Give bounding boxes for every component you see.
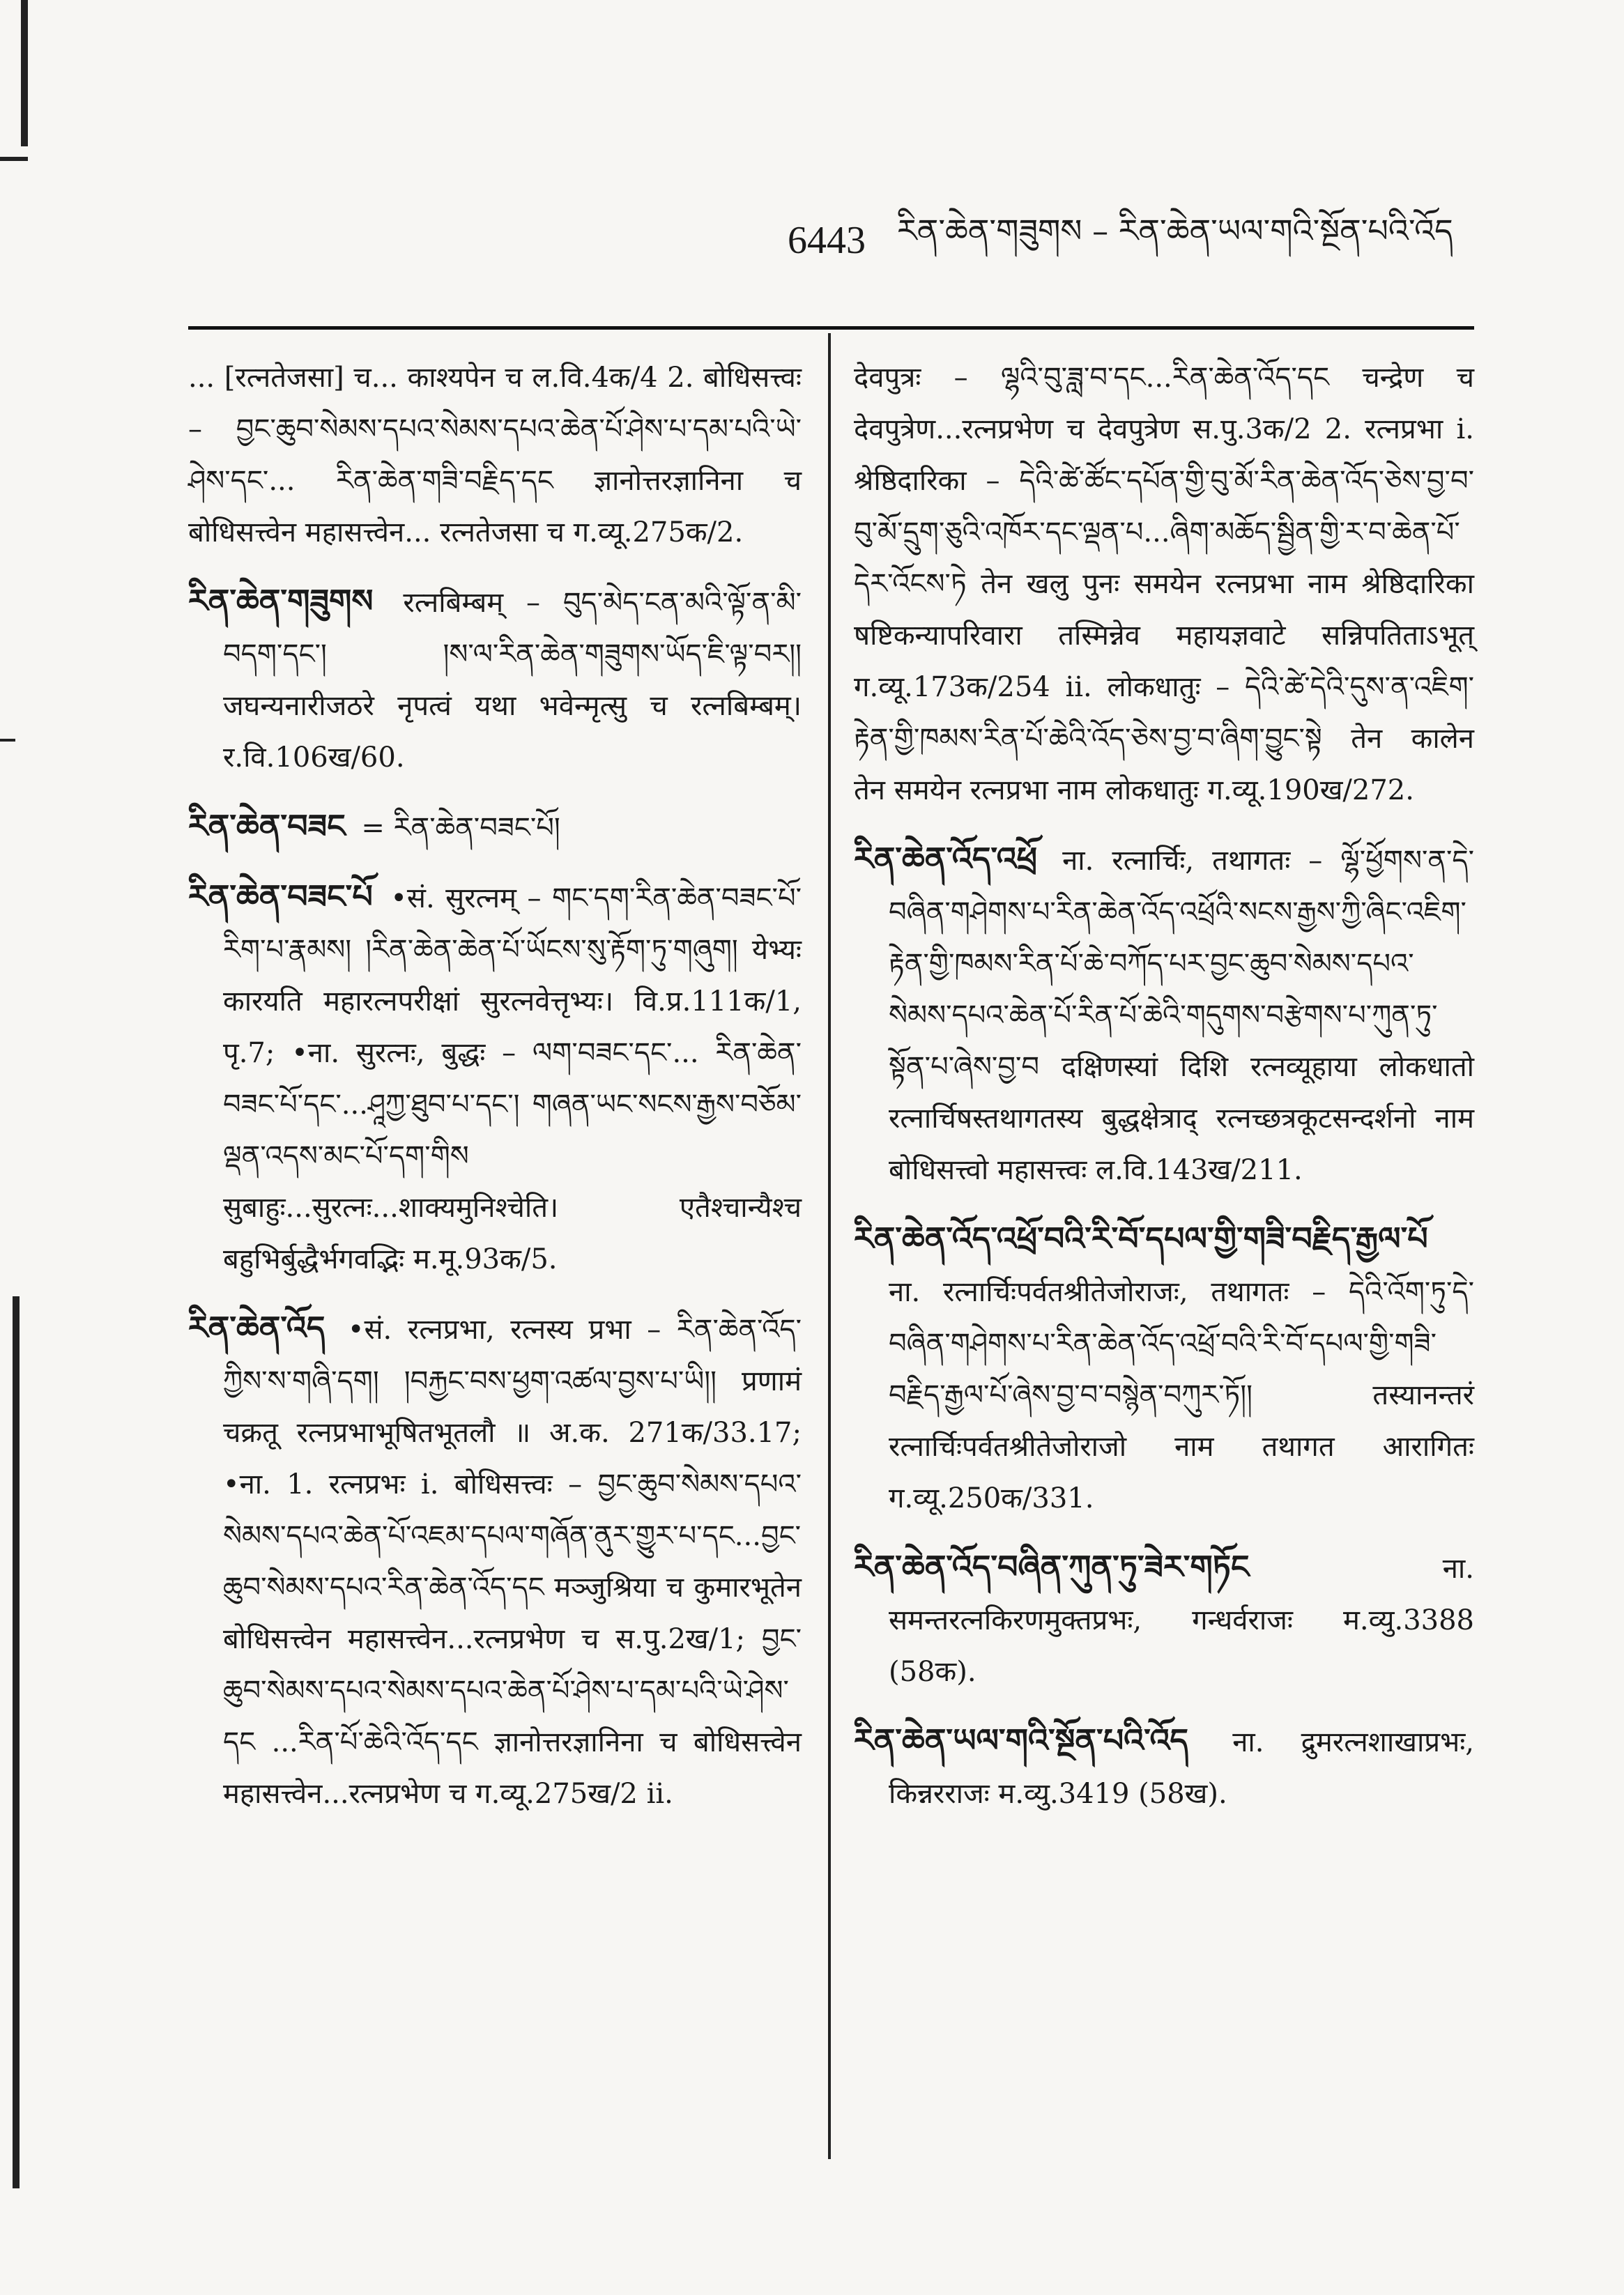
page-number: 6443 (788, 219, 866, 262)
entry-text: •सं. सुरत्नम् – གང་དག་རིན་ཆེན་བཟང་པོ་རིག་པ་རྣམས། །རིན་ཆེན་ཆེན་པོ་ཡོངས་སུ་རྟོག་ཏུ་གཞུག། येभ्यः कारयति महारत्नपरीक्षां सुरत्नवेत्तृभ्यः। वि.प्र.111क/1, पृ.7; •ना. सुरत्नः, बुद्धः – ལག་བཟང་དང་... རིན་ཆེན་བཟང་པོ་དང་...ཤཱཀྱ་ཐུབ་པ་དང་། གཞན་ཡང་སངས་རྒྱས་བཅོམ་ལྡན་འདས་མང་པོ་དག་གིས सुबाहुः...सुरत्नः...शाक्यमुनिश्चेति। एतैश्चान्यैश्च बहुभिर्बुद्धैर्भगवद्भिः म.मू.93क/5. (223, 882, 802, 1275)
entry-headword: རིན་ཆེན་འོད་བཞིན་ཀུན་ཏུ་ཟེར་གཏོང (854, 1548, 1250, 1586)
left-column (188, 352, 802, 1836)
running-head: རིན་ཆེན་གཟུགས – རིན་ཆེན་ཡལ་གའི་སྔོན་པའི་འོད (897, 211, 1453, 250)
scan-edge-mark (21, 0, 28, 146)
entry-text: ना. द्रुमरत्नशाखाप्रभः, किन्नरराजः म.व्यु.3419 (58ख). (889, 1726, 1474, 1810)
header-rule (188, 326, 1474, 330)
entry-text: ... [रत्नतेजसा] च... काश्यपेन च ल.वि.4क/4 2. बोधिसत्त्वः – བྱང་ཆུབ་སེམས་དཔའ་སེམས་དཔའ་ཆེན་པོ་ཤེས་པ་དམ་པའི་ཡེ་ཤེས་དང་... རིན་ཆེན་གཟི་བརྗིད་དང ज्ञानोत्तरज्ञानिना च बोधिसत्त्वेन महासत्त्वेन... रत्नतेजसा च ग.व्यू.275क/2. (188, 362, 802, 548)
dictionary-entry (854, 352, 1474, 816)
entry-headword: རིན་ཆེན་འོད་འཕྲོ (854, 840, 1038, 877)
entry-headword: རིན་ཆེན་གཟུགས (188, 582, 374, 620)
page-header (788, 209, 1485, 272)
entry-headword: རིན་ཆེན་བཟང (188, 807, 346, 845)
entry-headword: རིན་ཆེན་འོད (188, 1309, 325, 1346)
entry-text: देवपुत्रः – ལྷའི་བུ་ཟླ་བ་དང...རིན་ཆེན་འོད་དང चन्द्रेण च देवपुत्रेण...रत्नप्रभेण च देवपुत्रेण स.पु.3क/2 2. रत्नप्रभा i. श्रेष्ठिदारिका – དེའི་ཚེ་ཚོང་དཔོན་གྱི་བུ་མོ་རིན་ཆེན་འོད་ཅེས་བྱ་བ་བུ་མོ་དྲུག་ཅུའི་འཁོར་དང་ལྡན་པ...ཞིག་མཆོད་སྦྱིན་གྱི་ར་བ་ཆེན་པོ་དེར་འོངས་ཏེ तेन खलु पुनः समयेन रत्नप्रभा नाम श्रेष्ठिदारिका षष्टिकन्यापरिवारा तस्मिन्नेव महायज्ञवाटे सन्निपतिताऽभूत् ग.व्यू.173क/254 ii. लोकधातुः – དེའི་ཚེ་དེའི་དུས་ན་འཇིག་རྟེན་གྱི་ཁམས་རིན་པོ་ཆེའི་འོད་ཅེས་བྱ་བ་ཞིག་བྱུང་སྟེ तेन कालेन तेन समयेन रत्नप्रभा नाम लोकधातुः ग.व्यू.190ख/272. (854, 362, 1474, 806)
dictionary-entry (854, 1213, 1474, 1524)
column-divider (828, 333, 831, 2159)
dictionary-entry (188, 352, 802, 558)
entry-text: = རིན་ཆེན་བཟང་པོ། (361, 812, 560, 844)
scan-edge-mark (0, 157, 28, 161)
scan-edge-mark (13, 1296, 20, 2188)
entry-headword: རིན་ཆེན་བཟང་པོ (188, 877, 373, 915)
entry-text: ना. रत्नार्चिः, तथागतः – ལྷོ་ཕྱོགས་ན་དེ་བཞིན་གཤེགས་པ་རིན་ཆེན་འོད་འཕྲོའི་སངས་རྒྱས་ཀྱི་ཞིང་འཇིག་རྟེན་གྱི་ཁམས་རིན་པོ་ཆེ་བཀོད་པར་བྱང་ཆུབ་སེམས་དཔའ་སེམས་དཔའ་ཆེན་པོ་རིན་པོ་ཆེའི་གདུགས་བརྩེགས་པ་ཀུན་ཏུ་སྟོན་པ་ཞེས་བྱ་བ दक्षिणस्यां दिशि रत्नव्यूहाया लोकधातो रत्नार्चिषस्तथागतस्य बुद्धक्षेत्राद् रत्नच्छत्रकूटसन्दर्शनो नाम बोधिसत्त्वो महासत्त्वः ल.वि.143ख/211. (889, 845, 1474, 1186)
dictionary-entry (188, 870, 802, 1285)
dictionary-entry (854, 833, 1474, 1196)
entry-text: रत्नबिम्बम् – བུད་མེད་ངན་མའི་ལྟོ་ན་མི་བདག་དང་། །ས་ལ་རིན་ཆེན་གཟུགས་ཡོད་ཇི་ལྟ་བར།། जघन्यनारीजठरे नृपत्वं यथा भवेन्मृत्सु च रत्नबिम्बम्। र.वि.106ख/60. (223, 587, 802, 774)
scan-edge-mark (0, 739, 15, 742)
dictionary-entry (854, 1714, 1474, 1820)
dictionary-entry (188, 1302, 802, 1820)
entry-headword: རིན་ཆེན་ཡལ་གའི་སྔོན་པའི་འོད (854, 1721, 1189, 1759)
entry-headword: རིན་ཆེན་འོད་འཕྲོ་བའི་རི་བོ་དཔལ་གྱི་གཟི་བརྗིད་རྒྱལ་པོ (854, 1220, 1428, 1257)
right-column (854, 352, 1474, 1836)
dictionary-entry (188, 800, 802, 854)
entry-text: •सं. रत्नप्रभा, रत्नस्य प्रभा – རིན་ཆེན་འོད་ཀྱིས་ས་གཞི་དག། །བརྐྱང་བས་ཕྱག་འཚལ་བྱས་པ་ཡི།། प्रणामं चक्रतू रत्नप्रभाभूषितभूतलौ ॥ अ.क. 271क/33.17; •ना. 1. रत्नप्रभः i. बोधिसत्त्वः – བྱང་ཆུབ་སེམས་དཔའ་སེམས་དཔའ་ཆེན་པོ་འཇམ་དཔལ་གཞོན་ནུར་གྱུར་པ་དང...བྱང་ཆུབ་སེམས་དཔའ་རིན་ཆེན་འོད་དང मञ्जुश्रिया च कुमारभूतेन बोधिसत्त्वेन महासत्त्वेन...रत्नप्रभेण च स.पु.2ख/1; བྱང་ཆུབ་སེམས་དཔའ་སེམས་དཔའ་ཆེན་པོ་ཤེས་པ་དམ་པའི་ཡེ་ཤེས་དང ...རིན་པོ་ཆེའི་འོད་དང ज्ञानोत्तरज्ञानिना च बोधिसत्त्वेन महासत्त्वेन...रत्नप्रभेण च ग.व्यू.275ख/2 ii. (223, 1314, 802, 1810)
entry-text: ना. रत्नार्चिःपर्वतश्रीतेजोराजः, तथागतः – དེའི་འོག་ཏུ་དེ་བཞིན་གཤེགས་པ་རིན་ཆེན་འོད་འཕྲོ་བའི་རི་བོ་དཔལ་གྱི་གཟི་བརྗིད་རྒྱལ་པོ་ཞེས་བྱ་བ་བསྙེན་བཀུར་ཏོ།། तस्यानन्तरं रत्नार्चिःपर्वतश्रीतेजोराजो नाम तथागत आरागितः ग.व्यू.250क/331. (889, 1276, 1474, 1514)
entry-text: ना. समन्तरत्नकिरणमुक्तप्रभः, गन्धर्वराजः म.व्यु.3388 (58क). (889, 1553, 1474, 1688)
dictionary-entry (854, 1541, 1474, 1698)
dictionary-entry (188, 575, 802, 783)
